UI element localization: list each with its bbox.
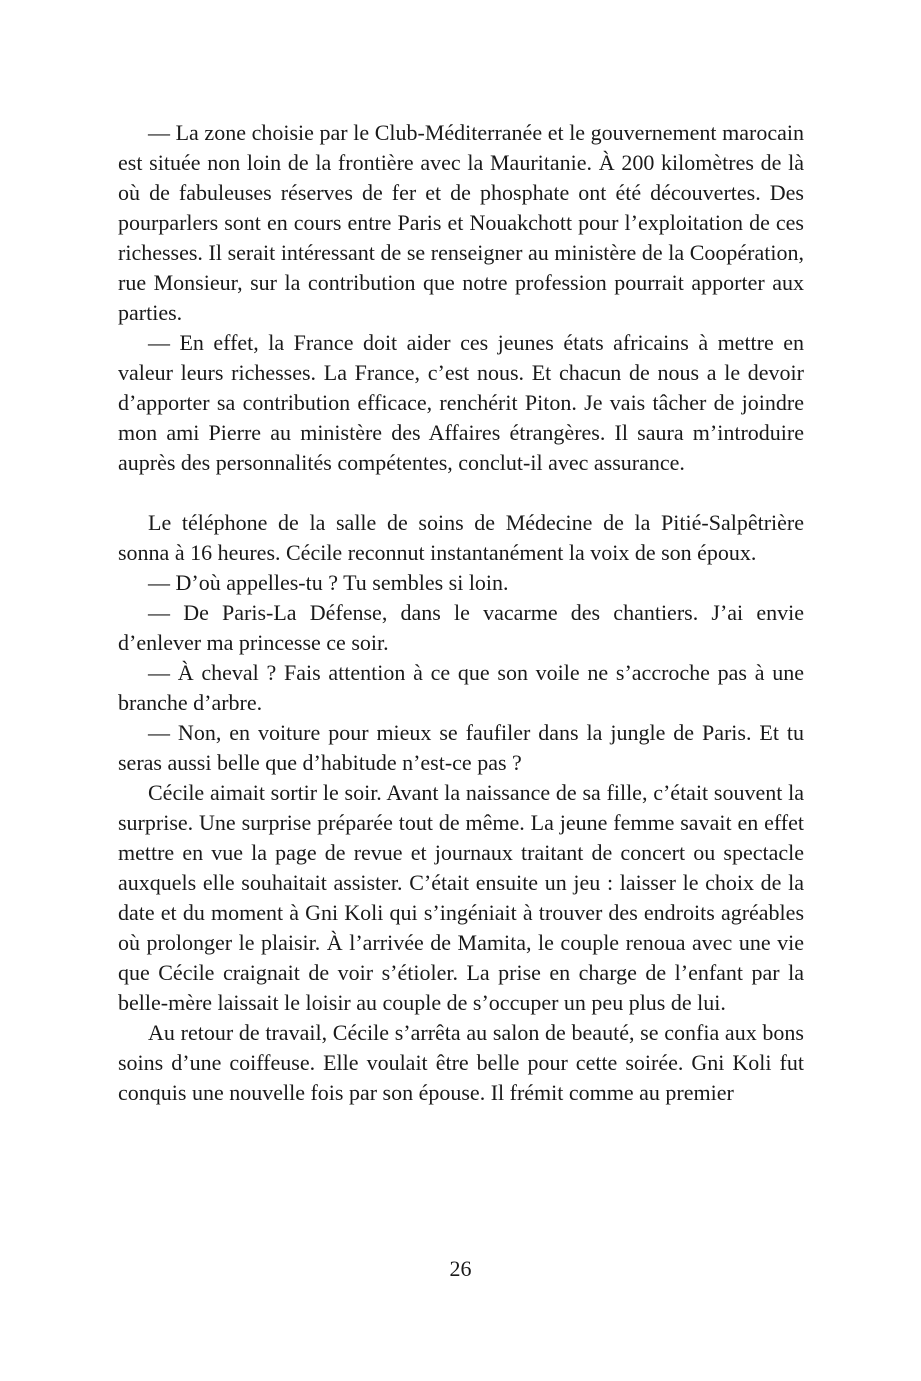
dialogue-line-4: — Non, en voiture pour mieux se faufiler dans la jungle de Paris. Et tu seras aussi belle que d’habitude n’est-ce pas ? (118, 720, 804, 775)
paragraph-cecile-soir: Cécile aimait sortir le soir. Avant la naissance de sa fille, c’était souvent la surprise. Une surprise préparée tout de même. La jeune femme savait en effet mettre en vue la page de revue et journaux traitant de concert ou spectacle auxquels elle souhaitait assister. C’était ensuite un jeu : laisser le choix de la date et du moment à Gni Koli qui s’ingéniait à trouver des endroits agréables où prolonger le plaisir. À l’arrivée de Mamita, le couple renoua avec une vie que Cécile craignait de voir s’étioler. La prise en charge de l’enfant par la belle-mère laissait le loisir au couple de s’occuper un peu plus de lui. (118, 780, 804, 1015)
paragraph-piton-reply: — En effet, la France doit aider ces jeunes états africains à mettre en valeur leurs richesses. La France, c’est nous. Et chacun de nous a le devoir d’apporter sa contribution efficace, renchérit Piton. Je vais tâcher de joindre mon ami Pierre au ministère des Affaires étrangères. Il saura m’introduire auprès des personnalités compétentes, conclut-il avec assurance. (118, 330, 804, 475)
dialogue-line-3: — À cheval ? Fais attention à ce que son voile ne s’accroche pas à une branche d’arbre. (118, 660, 804, 715)
section-break (118, 478, 804, 508)
body-text (118, 118, 804, 1108)
paragraph-telephone: Le téléphone de la salle de soins de Médecine de la Pitié-Salpêtrière sonna à 16 heures. Cécile reconnut instantanément la voix de son époux. (118, 510, 804, 565)
paragraph-club-med: — La zone choisie par le Club-Méditerranée et le gouvernement marocain est située non loin de la frontière avec la Mauritanie. À 200 kilomètres de là où de fabuleuses réserves de fer et de phosphate ont été découvertes. Des pourparlers sont en cours entre Paris et Nouakchott pour l’exploitation de ces richesses. Il serait intéressant de se renseigner au ministère de la Coopération, rue Monsieur, sur la contribution que notre profession pourrait apporter aux parties. (118, 120, 804, 325)
page-number: 26 (449, 1256, 472, 1281)
dialogue-line-2: — De Paris-La Défense, dans le vacarme des chantiers. J’ai envie d’enlever ma princesse ce soir. (118, 600, 804, 655)
dialogue-line-1: — D’où appelles-tu ? Tu sembles si loin. (148, 570, 509, 595)
paragraph-retour-travail: Au retour de travail, Cécile s’arrêta au salon de beauté, se confia aux bons soins d’une coiffeuse. Elle voulait être belle pour cette soirée. Gni Koli fut conquis une nouvelle fois par son épouse. Il frémit comme au premier (118, 1020, 804, 1105)
